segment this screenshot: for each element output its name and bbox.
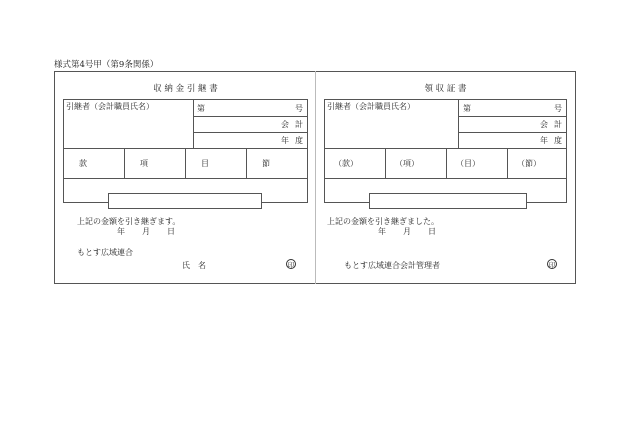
left-date-month: 月: [142, 227, 150, 236]
panel-divider: [315, 71, 316, 284]
left-panel: [55, 72, 316, 283]
left-kai: 会: [281, 120, 289, 129]
left-do: 度: [295, 136, 303, 145]
right-payer-label: 引継者（会計職員氏名）: [327, 102, 415, 111]
left-seal-icon: 印: [287, 261, 295, 269]
left-kei: 計: [295, 120, 303, 129]
left-payer-label: 引継者（会計職員氏名）: [66, 102, 154, 111]
left-header-grid: [63, 99, 308, 203]
right-seal-icon: 印: [548, 261, 556, 269]
left-org: もとす広域連合: [77, 248, 133, 257]
right-kei: 計: [554, 120, 562, 129]
right-statement: 上記の金額を引き継ぎました。: [327, 217, 439, 226]
right-header-grid: [324, 99, 567, 203]
left-amount-box[interactable]: [108, 193, 262, 209]
left-name-label: 氏 名: [182, 261, 206, 270]
right-kai: 会: [540, 120, 548, 129]
right-do: 度: [554, 136, 562, 145]
right-date-day: 日: [428, 227, 436, 236]
right-col-setsu: （節）: [517, 159, 541, 168]
right-col-kou: （項）: [395, 159, 419, 168]
left-go: 号: [295, 104, 303, 113]
right-panel: [316, 72, 575, 283]
left-col-setsu: 節: [262, 159, 270, 168]
left-nen: 年: [281, 136, 289, 145]
right-amount-box[interactable]: [369, 193, 527, 209]
right-nen: 年: [540, 136, 548, 145]
form-label: 様式第4号甲（第9条関係）: [54, 60, 159, 70]
right-org-manager: もとす広域連合会計管理者: [344, 261, 440, 270]
right-go: 号: [554, 104, 562, 113]
left-col-kou: 項: [140, 159, 148, 168]
right-col-kan: （款）: [334, 159, 358, 168]
left-dai: 第: [197, 104, 205, 113]
left-col-kan: 款: [79, 159, 87, 168]
left-date-year: 年: [117, 227, 125, 236]
left-col-moku: 目: [201, 159, 209, 168]
left-statement: 上記の金額を引き継ぎます。: [77, 217, 181, 226]
right-dai: 第: [463, 104, 471, 113]
right-date-year: 年: [378, 227, 386, 236]
left-title: 収 納 金 引 継 書: [153, 84, 218, 94]
right-date-month: 月: [403, 227, 411, 236]
right-col-moku: （目）: [456, 159, 480, 168]
right-title: 領 収 証 書: [424, 84, 467, 94]
left-date-day: 日: [167, 227, 175, 236]
